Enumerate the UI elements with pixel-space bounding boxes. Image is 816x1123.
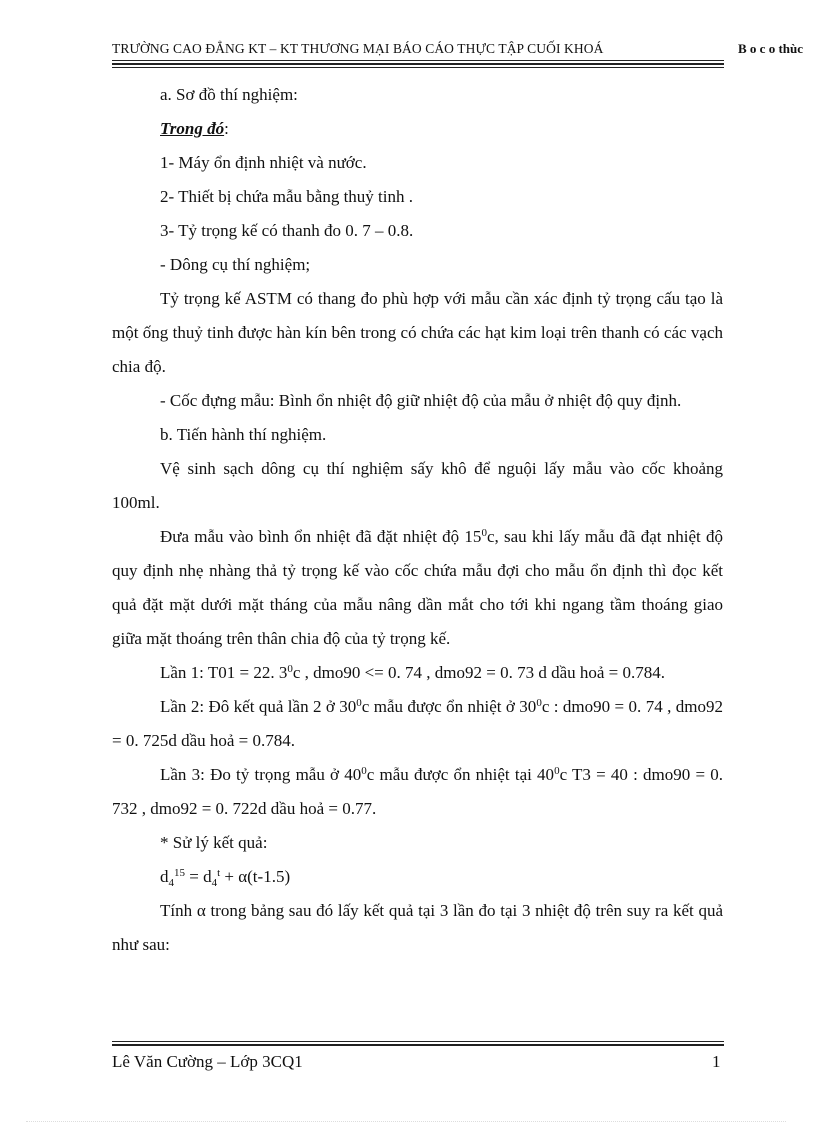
formula-part: = d: [185, 867, 212, 886]
list-item: 1- Máy ổn định nhiệt và nước.: [160, 153, 367, 172]
formula: [112, 860, 723, 894]
superscript: 15: [174, 867, 185, 879]
paragraph: Tính α trong bảng sau đó lấy kết quả tại 3 lần đo tại 3 nhiệt độ trên suy ra kết quả như sau:: [112, 901, 723, 954]
text-run: c : dmo90 = 0. 74 , dmo92 = 0. 725d dầu hoả = 0.784.: [112, 697, 723, 750]
text-run: Lần 3: Đo tỷ trọng mẫu ở 40: [160, 765, 362, 784]
paragraph: Vệ sinh sạch dông cụ thí nghiệm sấy khô để nguội lấy mẫu vào cốc khoảng 100ml.: [112, 459, 723, 512]
subscript: 4: [168, 877, 174, 889]
formula-part: + α(t-1.5): [220, 867, 291, 886]
list-item: 2- Thiết bị chứa mẫu bằng thuỷ tinh .: [160, 187, 413, 206]
header-right-text: B o c o thùc: [738, 41, 803, 56]
text-run: Đưa mẫu vào bình ổn nhiệt đã đặt nhiệt độ 15: [160, 527, 482, 546]
text-run: c , dmo90 <= 0. 74 , dmo92 = 0. 73 d dầu hoả = 0.784.: [292, 663, 666, 682]
text-run: c mẫu được ổn nhiệt tại 40: [366, 765, 555, 784]
superscript: 0: [554, 765, 560, 777]
page-header: [112, 41, 816, 65]
header-rule: [112, 60, 724, 61]
paragraph: a. Sơ đồ thí nghiệm:: [160, 85, 298, 104]
superscript: t: [217, 867, 221, 879]
paragraph: [112, 520, 723, 656]
superscript: 0: [536, 697, 542, 709]
text-run: c T3 = 40 : dmo90 = 0. 732 , dmo92 = 0. 722d dầu hoả = 0.77.: [112, 765, 724, 818]
superscript: 0: [287, 663, 293, 675]
paragraph: Tỷ trọng kế ASTM có thang đo phù hợp với mẫu cần xác định tỷ trọng cấu tạo là một ống thuỷ tinh được hàn kín bên trong có chứa các hạt kim loại trên thanh có các vạch chia độ.: [112, 289, 723, 376]
measurement-2: [112, 690, 723, 758]
footer-rule: [112, 1044, 724, 1046]
superscript: 0: [361, 765, 367, 777]
footer-author: Lê Văn Cường – Lớp 3CQ1: [112, 1052, 303, 1071]
list-item: 3- Tỷ trọng kế có thanh đo 0. 7 – 0.8.: [160, 221, 414, 240]
paragraph: * Sử lý kết quả:: [160, 833, 268, 852]
paragraph: b. Tiến hành thí nghiệm.: [160, 425, 327, 444]
subheading: [112, 112, 723, 146]
paragraph: - Cốc đựng mẫu: Bình ổn nhiệt độ giữ nhiệt độ của mẫu ở nhiệt độ quy định.: [160, 391, 682, 410]
text-run: Lần 2: Đô kết quả lần 2 ở 30: [160, 697, 357, 716]
header-title: TRƯỜNG CAO ĐẲNG KT – KT THƯƠNG MẠI BÁO CÁO THỰC TẬP CUỐI KHOÁ: [112, 41, 604, 56]
text-run: c, sau khi lấy mẫu đã đạt nhiệt độ quy định nhẹ nhàng thả tỷ trọng kế vào cốc chứa mẫu đợi cho mẫu ổn định thì đọc kết quả đặt mặt dưới mặt tháng của mẫu nâng dần mắt cho tới khi ngang tầm thoáng giao giữa mặt thoáng trên thân chia độ của tỷ trọng kế.: [112, 527, 724, 648]
measurement-1: [112, 656, 723, 690]
page-number: 1: [712, 1052, 721, 1071]
superscript: 0: [356, 697, 362, 709]
subheading-text: Trong đó: [160, 119, 225, 138]
footer-rule: [112, 1041, 724, 1042]
text-run: c mẫu được ổn nhiệt ở 30: [361, 697, 537, 716]
page-edge-divider: [26, 1121, 786, 1122]
formula-part: d: [160, 867, 169, 886]
measurement-3: [112, 758, 723, 826]
superscript: 0: [481, 527, 487, 539]
text-run: Lần 1: T01 = 22. 3: [160, 663, 288, 682]
subheading-colon: :: [224, 119, 229, 138]
paragraph: - Dông cụ thí nghiệm;: [160, 255, 311, 274]
document-body: [112, 78, 723, 962]
header-rule: [112, 67, 724, 68]
header-rule: [112, 63, 724, 65]
subscript: 4: [211, 877, 218, 889]
